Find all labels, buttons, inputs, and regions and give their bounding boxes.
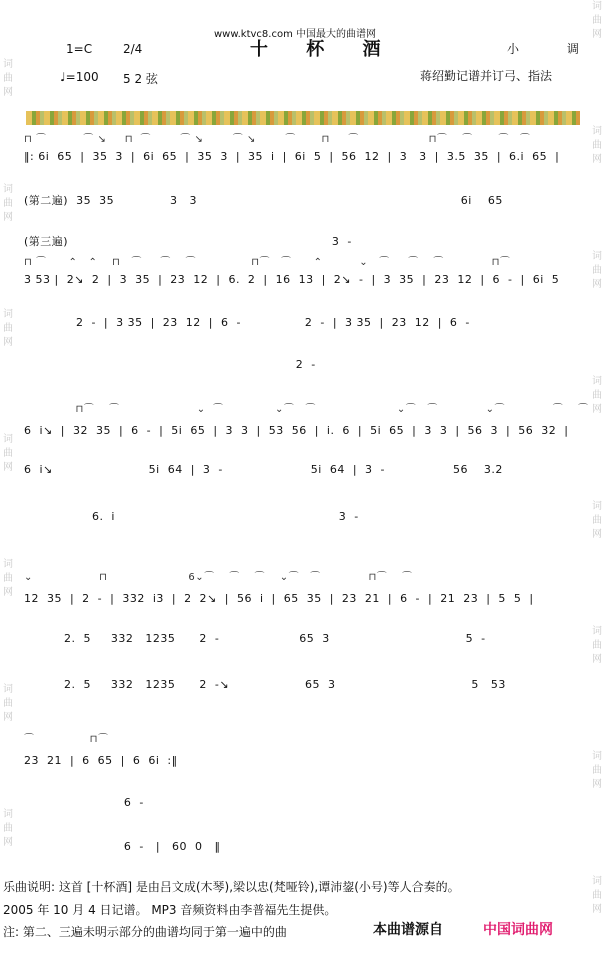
variant-line: 2. 5 332 1235 2 -↘ 65 3 5 53 <box>24 678 506 691</box>
source-banner <box>365 915 600 943</box>
watermark-text: 词曲网 <box>3 309 13 348</box>
time-signature: 2/4 <box>123 42 143 56</box>
transcriber-credit: 蒋绍勤记谱并订弓、指法 <box>420 69 553 83</box>
variant-line: 2 - <box>24 358 316 371</box>
variant-line: 2. 5 332 1235 2 - 65 3 5 - <box>24 632 486 645</box>
site-url: www.ktvc8.com 中国最大的曲谱网 <box>214 29 377 40</box>
watermark-text: 词曲网 <box>3 559 13 598</box>
variant-line: (第二遍) 35 35 3 3 6i 65 <box>24 194 503 207</box>
watermark-text: 词曲网 <box>592 501 602 540</box>
tempo-marking: ♩=100 <box>60 70 99 84</box>
notation-score <box>20 130 589 853</box>
mode-label: 小 调 <box>507 42 601 56</box>
watermark-text: 词曲网 <box>3 184 13 223</box>
articulation-line: ⌒ ⊓⌒ <box>24 734 109 745</box>
variant-line: 6. i 3 - <box>24 510 359 523</box>
melody-line: ‖: 6i 65 | 35 3 | 6i 65 | 35 3 | 35 i | 6i 5 | 56 12 | 3 3 | 3.5 35 | 6.i 65 | <box>24 150 560 163</box>
articulation-line: ⊓ ⌒ ⌒ ↘ ⊓ ⌒ ⌒ ↘ ⌒ ↘ ⌒ ⊓ ⌒ ⊓⌒ ⌒ ⌒ ⌒ <box>24 134 531 145</box>
articulation-line: ⊓⌒ ⌒ ⌄ ⌒ ⌄⌒ ⌒ ⌄⌒ ⌒ ⌄⌒ ⌒ ⌒ <box>24 404 589 415</box>
source-label: 本曲谱源自 <box>373 922 443 938</box>
key-signature: 1=C <box>66 42 93 56</box>
articulation-line: ⊓ ⌒ ⌃ ⌃ ⊓ ⌒ ⌒ ⌒ ⊓⌒ ⌒ ⌃ ⌄ ⌒ ⌒ ⌒ ⊓⌒ <box>24 257 511 268</box>
watermark-text: 词曲网 <box>592 376 602 415</box>
watermark-text: 词曲网 <box>592 126 602 165</box>
watermark-text: 词曲网 <box>3 59 13 98</box>
repeat-note: 注: 第二、三遍未明示部分的曲谱均同于第一遍中的曲 <box>3 925 287 939</box>
variant-label-line: (第三遍) 3 - <box>24 235 352 248</box>
watermark-text: 词曲网 <box>3 809 13 848</box>
watermark-text: 词曲网 <box>592 751 602 790</box>
string-tuning: 5 2 弦 <box>123 72 158 86</box>
articulation-line: ⌄ ⊓ 6⌄⌒ ⌒ ⌒ ⌄⌒ ⌒ ⊓⌒ ⌒ <box>24 572 413 583</box>
watermark-text: 词曲网 <box>592 1 602 40</box>
watermark-text: 词曲网 <box>592 876 602 915</box>
melody-line: 12 35 | 2 - | 332 i3 | 2 2↘ | 56 i | 65 35 | 23 21 | 6 - | 21 23 | 5 5 | <box>24 592 534 605</box>
page-title: 十 杯 酒 <box>250 39 397 60</box>
melody-line: 3 53 | 2↘ 2 | 3 35 | 23 12 | 6. 2 | 16 13 | 2↘ - | 3 35 | 23 12 | 6 - | 6i 5 <box>24 273 560 286</box>
variant-line: 6 - | 60 0 ‖ <box>24 840 221 853</box>
source-site-link[interactable]: 中国词曲网 <box>483 922 553 938</box>
transcription-date: 2005 年 10 月 4 日记谱。 MP3 音频资料由李普福先生提供。 <box>3 903 337 917</box>
watermark-text: 词曲网 <box>3 684 13 723</box>
watermark-text: 词曲网 <box>592 626 602 665</box>
watermark-text: 词曲网 <box>3 434 13 473</box>
melody-line: 6 i↘ | 32 35 | 6 - | 5i 65 | 3 3 | 53 56 | i. 6 | 5i 65 | 3 3 | 56 3 | 56 32 | <box>24 424 569 437</box>
melody-line: 23 21 | 6 65 | 6 6i :‖ <box>24 754 178 767</box>
piece-description: 乐曲说明: 这首 [十杯酒] 是由吕文成(木琴),梁以忠(梵哑铃),谭沛鋆(小号)等人合奏的。 <box>3 880 460 894</box>
variant-line: 6 - <box>24 796 144 809</box>
watermark-text: 词曲网 <box>592 251 602 290</box>
variant-line: 6 i↘ 5i 64 | 3 - 5i 64 | 3 - 56 3.2 <box>24 463 503 476</box>
variant-line: 2 - | 3 35 | 23 12 | 6 - 2 - | 3 35 | 23 12 | 6 - <box>24 316 470 329</box>
decorative-banner <box>26 111 580 125</box>
